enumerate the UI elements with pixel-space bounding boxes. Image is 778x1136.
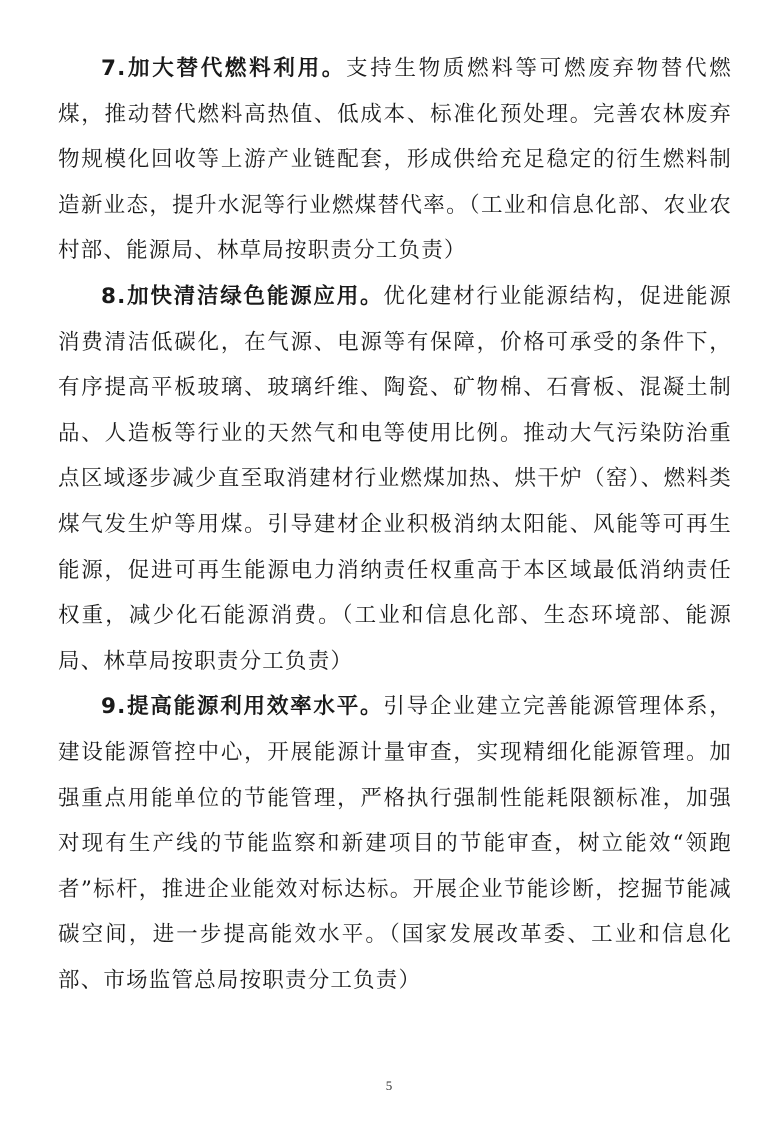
paragraph-7-body: 支持生物质燃料等可燃废弃物替代燃煤，推动替代燃料高热值、低成本、标准化预处理。完善农林废弃物规模化回收等上游产业链配套，形成供给充足稳定的衍生燃料制造新业态，提升水泥等行业燃煤替代率。（工业和信息化部、农业农村部、能源局、林草局按职责分工负责） <box>58 56 732 264</box>
paragraph-8 <box>58 274 732 684</box>
paragraph-8-heading: 8.加快清洁绿色能源应用。 <box>101 283 384 309</box>
paragraph-8-body: 优化建材行业能源结构，促进能源消费清洁低碳化，在气源、电源等有保障，价格可承受的条件下，有序提高平板玻璃、玻璃纤维、陶瓷、矿物棉、石膏板、混凝土制品、人造板等行业的天然气和电等使用比例。推动大气污染防治重点区域逐步减少直至取消建材行业燃煤加热、烘干炉（窑）、燃料类煤气发生炉等用煤。引导建材企业积极消纳太阳能、风能等可再生能源，促进可再生能源电力消纳责任权重高于本区域最低消纳责任权重，减少化石能源消费。（工业和信息化部、生态环境部、能源局、林草局按职责分工负责） <box>58 283 732 674</box>
document-body <box>58 46 732 1003</box>
paragraph-7-heading: 7.加大替代燃料利用。 <box>101 56 347 81</box>
paragraph-7 <box>58 46 732 274</box>
page-number: 5 <box>385 1078 393 1093</box>
paragraph-9-body: 引导企业建立完善能源管理体系，建设能源管控中心，开展能源计量审查，实现精细化能源管理。加强重点用能单位的节能管理，严格执行强制性能耗限额标准，加强对现有生产线的节能监察和新建项目的节能审查，树立能效“领跑者”标杆，推进企业能效对标达标。开展企业节能诊断，挖掘节能减碳空间，进一步提高能效水平。（国家发展改革委、工业和信息化部、市场监管总局按职责分工负责） <box>58 694 732 993</box>
paragraph-9-heading: 9.提高能源利用效率水平。 <box>101 694 384 720</box>
paragraph-9 <box>58 684 732 1003</box>
